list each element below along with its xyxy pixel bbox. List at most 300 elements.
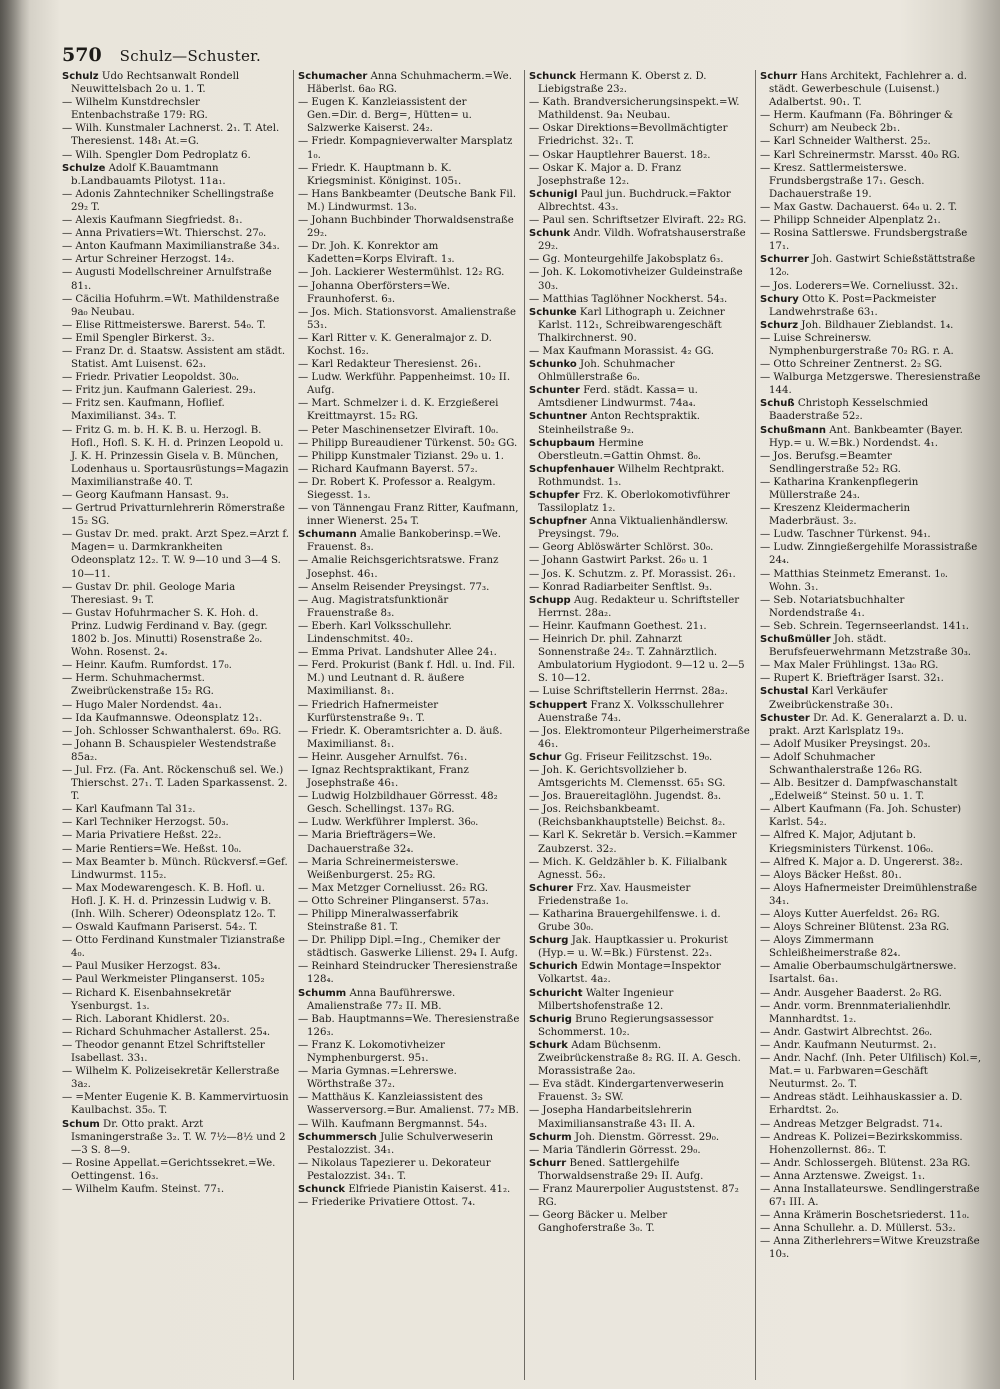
directory-entry [529, 803, 751, 829]
entry-text: Adam Büchsenm. Zweibrückenstraße 8₂ RG. II. A. Gesch. Morassistraße 2a₀. [538, 1039, 741, 1078]
entry-text: Hermine Oberstleutn.=Gattin Ohmst. 8₀. [538, 437, 702, 462]
directory-entry [760, 568, 982, 594]
entry-text: Julie Schulverweserin Pestalozzist. 34₁. [307, 1131, 494, 1156]
entry-text: — Emil Spengler Birkerst. 3₂. [62, 332, 215, 344]
directory-entry [529, 908, 751, 934]
directory-entry [529, 699, 751, 725]
entry-text: — Fritz jun. Kaufmann Galeriest. 29₃. [62, 385, 256, 397]
directory-entry [62, 528, 289, 580]
entry-text: — Otto Schreiner Plinganserst. 57a₃. [298, 895, 489, 907]
entry-text: — Max Gastw. Dachauerst. 64₀ u. 2. T. [760, 201, 958, 213]
directory-entry [529, 960, 751, 986]
entry-text: — Katharina Brauergehilfenswe. i. d. Grube 30₀. [529, 909, 721, 934]
entry-text: Wilhelm Rechtprakt. Rothmundst. 1₃. [538, 463, 725, 488]
entry-surname: Schurk [529, 1039, 568, 1051]
directory-entry [298, 1157, 520, 1183]
entry-text: — Max Maler Frühlingst. 13a₀ RG. [760, 660, 939, 672]
entry-text: — Nikolaus Tapezierer u. Dekorateur Pestalozzist. 34₁. T. [298, 1157, 491, 1182]
entry-text: Karl Verkäufer Zweibrückenstraße 30₁. [769, 686, 894, 711]
entry-text: — Wilhelm Kaufm. Steinst. 77₁. [62, 1183, 225, 1195]
entry-text: — Hugo Maler Nordendst. 4a₁. [62, 699, 222, 711]
directory-entry [298, 306, 520, 332]
entry-text: — Ludw. Werkführer Implerst. 36₀. [298, 817, 479, 829]
entry-text: — Friederike Privatiere Ottost. 7₄. [298, 1197, 476, 1209]
column-4 [755, 70, 986, 1380]
directory-entry [62, 1091, 289, 1117]
entry-text: — Philipp Kunstmaler Tizianst. 29₀ u. 1. [298, 450, 505, 462]
directory-entry [760, 803, 982, 829]
directory-entry [62, 266, 289, 292]
directory-entry [62, 122, 289, 148]
entry-surname: Schurich [529, 961, 578, 973]
entry-text: — Maria Briefträgers=We. Dachauerstraße 32₄. [298, 830, 436, 855]
directory-entry [760, 424, 982, 450]
entry-surname: Schurig [529, 1013, 572, 1025]
directory-entry [298, 1013, 520, 1039]
directory-entry [62, 816, 289, 829]
entry-text: — Seb. Schrein. Tegernseerlandst. 141₁. [760, 620, 970, 632]
directory-entry [298, 371, 520, 397]
entry-text: — Karl K. Sekretär b. Versich.=Kammer Zaubzerst. 32₂. [529, 830, 737, 855]
directory-entry [298, 856, 520, 882]
entry-text: — Andreas Metzger Belgradst. 71₄. [760, 1118, 943, 1130]
directory-entry [760, 1026, 982, 1039]
entry-text: Joh. Bildhauer Zieblandst. 1₄. [801, 319, 954, 331]
entry-text: — Georg Bäcker u. Melber Ganghoferstraße 3₀. T. [529, 1210, 668, 1235]
entry-text: — Albert Kaufmann (Fa. Joh. Schuster) Karlst. 54₂. [760, 804, 962, 829]
entry-text: — Andr. Schlossergeh. Blütenst. 23a RG. [760, 1157, 971, 1169]
entry-surname: Schurg [529, 935, 569, 947]
directory-entry [529, 384, 751, 410]
directory-entry [62, 489, 289, 502]
entry-text: Anna Schuhmacherm.=We. Häberlst. 6a₀ RG. [307, 71, 512, 96]
entry-text: — Jos. Mich. Stationsvorst. Amalienstraße 53₁. [298, 306, 517, 331]
directory-entry [529, 882, 751, 908]
directory-entry [298, 646, 520, 659]
directory-entry [529, 437, 751, 463]
directory-entry [298, 1065, 520, 1091]
entry-surname: Schuntner [529, 411, 588, 423]
entry-text: Franz X. Volksschullehrer Auenstraße 74₃. [538, 699, 724, 724]
directory-entry [62, 1026, 289, 1039]
entry-text: Andr. Vildh. Wofratshauserstraße 29₂. [538, 228, 746, 253]
directory-entry [760, 659, 982, 672]
directory-entry [62, 1065, 289, 1091]
directory-entry [760, 1091, 982, 1117]
entry-text: — Anna Installateurswe. Sendlingerstraße 67₁ III. A. [760, 1183, 980, 1209]
directory-entry [529, 1131, 751, 1144]
entry-text: — Georg Kaufmann Hansast. 9₃. [62, 490, 229, 501]
entry-text: — Herm. Schuhmachermst. Zweibrückenstraße 15₂ RG. [62, 673, 214, 698]
directory-columns [62, 70, 988, 1380]
directory-entry [760, 528, 982, 541]
entry-text: — Anna Zitherlehrers=Witwe Kreuzstraße 10₃. [760, 1236, 980, 1261]
entry-text: — Jul. Frz. (Fa. Ant. Röckenschuß sel. We.) Thierschst. 27₁. T. Laden Sparkassenst. 2. T. [62, 764, 288, 803]
directory-entry [760, 1157, 982, 1170]
directory-entry [529, 463, 751, 489]
directory-entry [760, 594, 982, 620]
entry-text: — Friedr. K. Oberamtsrichter a. D. äuß. Maximilianst. 8₁. [298, 725, 503, 750]
entry-text: Anna Bauführerswe. Amalienstraße 77₂ II. MB. [307, 987, 456, 1012]
entry-text: Frz. Xav. Hausmeister Friedenstraße 1₀. [538, 882, 691, 907]
entry-text: — Andr. Gastwirt Albrechtst. 26₀. [760, 1026, 933, 1038]
directory-entry [62, 973, 289, 986]
entry-text: — Bab. Hauptmanns=We. Theresienstraße 126₃. [298, 1013, 520, 1038]
entry-text: — Karl Techniker Herzogst. 50₃. [62, 817, 229, 829]
directory-entry [298, 725, 520, 751]
entry-text: — Jos. Loderers=We. Corneliusst. 32₁. [760, 280, 959, 292]
entry-text: — Georg Ablöswärter Schlörst. 30₀. [529, 542, 714, 554]
directory-entry [62, 960, 289, 973]
entry-text: — Oswald Kaufmann Pariserst. 54₂. T. [62, 922, 258, 934]
entry-surname: Schury [760, 293, 799, 305]
directory-entry [760, 856, 982, 869]
entry-text: — Theodor genannt Etzel Schriftsteller Isabellast. 33₁. [62, 1039, 265, 1065]
directory-entry [529, 306, 751, 345]
directory-entry [760, 358, 982, 371]
directory-entry [529, 620, 751, 633]
directory-entry [529, 149, 751, 162]
directory-entry [760, 332, 982, 358]
directory-entry [62, 1118, 289, 1157]
directory-entry [62, 699, 289, 712]
column-1 [62, 70, 293, 1380]
directory-entry [298, 829, 520, 855]
entry-text: — Wilh. Spengler Dom Pedroplatz 6. [62, 149, 251, 161]
entry-text: — Luise Schreinersw. Nymphenburgerstraße 70₂ RG. r. A. [760, 332, 954, 357]
directory-entry [760, 685, 982, 711]
directory-entry [298, 699, 520, 725]
directory-entry [62, 882, 289, 921]
entry-text: Joh. Gastwirt Schießstättstraße 12₀. [769, 254, 976, 279]
entry-text: — Anna Schullehr. a. D. Müllerst. 53₂. [760, 1223, 956, 1235]
entry-text: — Andr. Ausgeher Baaderst. 2₀ RG. [760, 987, 942, 999]
directory-entry [760, 502, 982, 528]
entry-surname: Schurr [760, 71, 798, 82]
directory-entry [529, 594, 751, 620]
directory-entry [298, 358, 520, 371]
directory-entry [760, 869, 982, 882]
entry-text: — Gertrud Privatturnlehrerin Römerstraße 15₂ SG. [62, 503, 285, 528]
entry-text: — Kreszenz Kleidermacherin Maderbräust. 3₂. [760, 503, 911, 528]
entry-text: Edwin Montage=Inspektor Volkartst. 4a₂. [538, 961, 721, 986]
entry-text: — Maria Schreinermeisterswe. Weißenburgerst. 25₂ RG. [298, 856, 459, 881]
entry-text: — Augusti Modellschreiner Arnulfstraße 81₁. [62, 267, 272, 292]
directory-entry [529, 96, 751, 122]
directory-entry [760, 633, 982, 659]
directory-entry [760, 1170, 982, 1183]
directory-entry [62, 712, 289, 725]
directory-entry [62, 424, 289, 489]
entry-surname: Schuß [760, 398, 795, 410]
directory-entry [298, 135, 520, 161]
entry-surname: Schum [62, 1118, 100, 1130]
directory-entry [298, 266, 520, 279]
entry-text: — Philipp Mineralwasserfabrik Steinstraße 81. T. [298, 909, 459, 934]
entry-text: — Karl Ritter v. K. Generalmajor z. D. Kochst. 16₂. [298, 332, 492, 357]
entry-surname: Schupbaum [529, 437, 595, 449]
directory-entry [298, 960, 520, 986]
entry-text: — Andreas städt. Leihhauskassier a. D. Erhardtst. 2₀. [760, 1092, 963, 1117]
entry-text: — Ferd. Prokurist (Bank f. Hdl. u. Ind. Fil. M.) und Leutnant d. R. äußere Maximilianst. 8₁. [298, 660, 516, 698]
entry-text: — Alb. Besitzer d. Dampfwaschanstalt „Edelweiß“ Steinst. 50 u. 1. T. [760, 778, 958, 803]
entry-surname: Schunko [529, 359, 577, 371]
directory-entry [62, 502, 289, 528]
directory-entry [62, 659, 289, 672]
directory-entry [62, 1183, 289, 1196]
entry-text: — Ignaz Rechtspraktikant, Franz Josephstraße 46₁. [298, 764, 469, 790]
entry-text: — Paul Werkmeister Plinganserst. 105₂ [62, 974, 265, 986]
directory-entry [760, 162, 982, 201]
entry-text: Amalie Bankoberinsp.=We. Frauenst. 8₃. [307, 529, 502, 554]
entry-text: — Max Beamter b. Münch. Rückversf.=Gef. Lindwurmst. 115₂. [62, 856, 288, 881]
directory-entry [62, 829, 289, 842]
entry-text: — Oskar Direktions=Bevollmächtigter Friedrichst. 32₁. T. [529, 123, 728, 148]
entry-text: — =Menter Eugenie K. B. Kammervirtuosin Kaulbachst. 35₀. T. [62, 1092, 289, 1117]
entry-text: — Richard K. Eisenbahnsekretär Ysenburgst. 1₃. [62, 987, 232, 1012]
entry-text: — Aloys Schreiner Blütenst. 23a RG. [760, 922, 950, 934]
entry-text: — Anselm Reisender Preysingst. 77₃. [298, 581, 490, 593]
directory-entry [529, 581, 751, 594]
directory-entry [529, 266, 751, 292]
directory-entry [62, 1039, 289, 1065]
directory-entry [298, 70, 520, 96]
directory-entry [529, 1144, 751, 1157]
entry-text: — Eugen K. Kanzleiassistent der Gen.=Dir. d. Berg=, Hütten= u. Salzwerke Kaiserst. 24₂. [298, 97, 472, 135]
entry-surname: Schunk [529, 228, 571, 240]
directory-entry [62, 803, 289, 816]
entry-text: — Eva städt. Kindergartenverweserin Frauenst. 3₂ SW. [529, 1079, 724, 1104]
entry-text: — Ludw. Werkführ. Pappenheimst. 10₂ II. Aufg. [298, 372, 511, 397]
entry-text: — Karl Kaufmann Tal 31₂. [62, 804, 196, 816]
entry-text: — Oskar Hauptlehrer Bauerst. 18₂. [529, 149, 711, 161]
entry-text: Karl Lithograph u. Zeichner Karlst. 112₁, Schreibwarengeschäft Thalkirchnerst. 90. [538, 306, 725, 344]
directory-entry [529, 70, 751, 96]
entry-text: Hermann K. Oberst z. D. Liebigstraße 23₂. [538, 71, 707, 96]
entry-surname: Schuricht [529, 987, 583, 999]
directory-entry [298, 659, 520, 698]
directory-entry [62, 581, 289, 607]
directory-entry [298, 554, 520, 580]
directory-entry [298, 502, 520, 528]
directory-entry [760, 1235, 982, 1261]
directory-entry [529, 515, 751, 541]
entry-surname: Schußmüller [760, 634, 831, 646]
entry-text: — Andr. vorm. Brennmaterialienhdlr. Mannhardtst. 1₂. [760, 1000, 951, 1025]
entry-text: — Seb. Notariatsbuchhalter Nordendstraße 4₁. [760, 594, 905, 619]
directory-entry [529, 188, 751, 214]
entry-text: Walter Ingenieur Milbertshofenstraße 12. [538, 987, 674, 1012]
entry-text: — Wilhelm Kunstdrechsler Entenbachstraße 179: RG. [62, 97, 208, 122]
entry-text: — Heinr. Kaufmann Goethest. 21₁. [529, 620, 707, 632]
entry-surname: Schummersch [298, 1131, 377, 1143]
directory-entry [760, 672, 982, 685]
directory-entry [62, 921, 289, 934]
entry-surname: Schurm [529, 1131, 572, 1143]
directory-entry [62, 384, 289, 397]
directory-entry [298, 476, 520, 502]
entry-text: — Aug. Magistratsfunktionär Frauenstraße 8₃. [298, 594, 449, 619]
directory-entry [529, 856, 751, 882]
entry-text: — Anna Arztenswe. Zweigst. 1₁. [760, 1170, 926, 1182]
directory-entry [760, 1052, 982, 1091]
directory-entry [529, 633, 751, 685]
directory-entry [298, 424, 520, 437]
entry-text: — Elise Rittmeisterswe. Barerst. 54₀. T. [62, 319, 266, 331]
entry-text: — Karl Schneider Waltherst. 25₂. [760, 136, 931, 148]
directory-entry [529, 934, 751, 960]
entry-text: Joh. Schuhmacher Ohlmüllerstraße 6₀. [538, 359, 675, 384]
entry-text: — Katharina Krankenpflegerin Müllerstraße 24₃. [760, 476, 919, 501]
entry-surname: Schunke [529, 306, 577, 318]
entry-text: — Anton Kaufmann Maximilianstraße 34₃. [62, 241, 280, 253]
entry-text: — Jos. K. Schutzm. z. Pf. Morassist. 26₁. [529, 568, 736, 580]
directory-entry [298, 1118, 520, 1131]
directory-entry [62, 253, 289, 266]
directory-entry [298, 751, 520, 764]
directory-entry [529, 1078, 751, 1104]
directory-entry [529, 790, 751, 803]
directory-entry [529, 1183, 751, 1209]
directory-entry [62, 764, 289, 803]
directory-entry [529, 1209, 751, 1235]
directory-entry [62, 1013, 289, 1026]
directory-entry [529, 764, 751, 790]
entry-text: — Alfred K. Major, Adjutant b. Kriegsministers Türkenst. 106₀. [760, 830, 934, 855]
entry-text: — Otto Ferdinand Kunstmaler Tizianstraße 4₀. [62, 935, 285, 960]
entry-text: — Heinrich Dr. phil. Zahnarzt Sonnenstraße 24₂. T. Zahnärztlich. Ambulatorium Hygiodont. 9—12 u. 2—5 S. 10—12. [529, 634, 745, 685]
entry-text: — Dr. Philipp Dipl.=Ing., Chemiker der städtisch. Gaswerke Lilienst. 29₄ I. Aufg. [298, 935, 518, 960]
directory-entry [62, 987, 289, 1013]
entry-text: — Herm. Kaufmann (Fa. Böhringer & Schurr) am Neubeck 2b₁. [760, 110, 953, 135]
entry-text: Joh. Dienstm. Görresst. 29₀. [574, 1131, 720, 1143]
directory-entry [62, 843, 289, 856]
entry-surname: Schunck [298, 1183, 346, 1195]
entry-text: — Paul sen. Schriftsetzer Elviraft. 22₂ RG. [529, 215, 747, 227]
directory-entry [298, 188, 520, 214]
entry-text: Bened. Sattlergehilfe Thorwaldsenstraße 29₁ II. Aufg. [538, 1157, 704, 1182]
directory-entry [62, 70, 289, 96]
directory-entry [760, 620, 982, 633]
directory-entry [529, 214, 751, 227]
directory-entry [760, 921, 982, 934]
entry-text: — Anna Privatiers=Wt. Thierschst. 27₀. [62, 228, 267, 240]
directory-entry [298, 162, 520, 188]
entry-text: — Karl Schreinermstr. Marsst. 40₀ RG. [760, 149, 960, 161]
entry-text: — Johann Gastwirt Parkst. 26₀ u. 1 [529, 555, 709, 567]
directory-entry [62, 1157, 289, 1183]
entry-surname: Schumacher [298, 71, 368, 82]
directory-entry [760, 1209, 982, 1222]
entry-text: — Josepha Handarbeitslehrerin Maximiliansanstraße 43₁ II. A. [529, 1105, 696, 1130]
directory-entry [62, 332, 289, 345]
entry-text: Joh. städt. Berufsfeuerwehrmann Metzstraße 30₃. [769, 634, 972, 659]
directory-entry [298, 1131, 520, 1157]
directory-entry [760, 214, 982, 227]
entry-text: — Mart. Schmelzer i. d. K. Erzgießerei Kreittmayrst. 15₂ RG. [298, 398, 499, 423]
directory-entry [760, 109, 982, 135]
directory-entry [529, 829, 751, 855]
directory-entry [529, 410, 751, 436]
entry-text: Paul jun. Buchdruck.=Faktor Albrechtst. 43₃. [538, 188, 731, 213]
entry-surname: Schustal [760, 686, 809, 698]
directory-entry [760, 135, 982, 148]
entry-text: Elfriede Pianistin Kaiserst. 41₂. [348, 1183, 511, 1195]
directory-entry [760, 1131, 982, 1157]
directory-entry [529, 227, 751, 253]
entry-text: — Franz Maurerpolier Auguststenst. 87₂ RG. [529, 1183, 739, 1209]
entry-surname: Schumann [298, 529, 357, 541]
entry-text: — Artur Schreiner Herzogst. 14₂. [62, 254, 235, 266]
entry-text: — Eberh. Karl Volksschullehr. Lindenschmitst. 40₂. [298, 620, 452, 646]
directory-entry [760, 280, 982, 293]
entry-surname: Schuster [760, 712, 810, 724]
entry-text: — Friedr. Privatier Leopoldst. 30₀. [62, 372, 240, 384]
book-gutter-shadow [0, 0, 30, 1389]
entry-text: — Amalie Oberbaumschulgärtnerswe. Isartalst. 6a₁. [760, 961, 957, 986]
entry-text: — Paul Musiker Herzogst. 83₄. [62, 961, 221, 973]
directory-entry [298, 240, 520, 266]
entry-text: — Kath. Brandversicherungsinspekt.=W. Mathildenst. 9a₁ Neubau. [529, 97, 740, 122]
entry-text: — Adolf Schuhmacher Schwanthalerstraße 126₀ RG. [760, 751, 923, 776]
directory-entry [62, 738, 289, 764]
entry-text: — Maria Privatiere Heßst. 22₂. [62, 830, 222, 842]
entry-text: — Marie Rentiers=We. Heßst. 10₀. [62, 843, 242, 855]
directory-entry [529, 358, 751, 384]
entry-surname: Schurz [760, 319, 799, 331]
directory-entry [760, 1039, 982, 1052]
entry-text: — Rosina Sattlerswe. Frundsbergstraße 17₁. [760, 228, 968, 253]
directory-entry [298, 620, 520, 646]
entry-surname: Schunigl [529, 188, 578, 200]
entry-text: Frz. K. Oberlokomotivführer Tassiloplatz 1₂. [538, 490, 730, 515]
entry-text: — Wilh. Kunstmaler Lachnerst. 2₁. T. Atel. Theresienst. 148₁ At.=G. [62, 123, 280, 148]
entry-text: — Johann Buchbinder Thorwaldsenstraße 29₂. [298, 215, 514, 240]
directory-entry [760, 1118, 982, 1131]
directory-entry [298, 987, 520, 1013]
entry-text: — Friedr. Kompagnieverwalter Marsplatz 1₀. [298, 136, 513, 161]
directory-entry [529, 1013, 751, 1039]
entry-text: — Mich. K. Geldzähler b. K. Filialbank Agnesst. 56₂. [529, 856, 727, 881]
entry-text: — Heinr. Kaufm. Rumfordst. 17₀. [62, 660, 232, 672]
entry-text: — Andr. Kaufmann Neuturmst. 2₁. [760, 1039, 937, 1051]
entry-text: — Alexis Kaufmann Siegfriedst. 8₁. [62, 215, 243, 227]
directory-entry [298, 895, 520, 908]
directory-entry [62, 934, 289, 960]
directory-entry [298, 96, 520, 135]
entry-text: — Friedr. K. Hauptmann b. K. Kriegsminist. Königinst. 105₁. [298, 162, 462, 187]
entry-text: — Joh. Lackierer Westermühlst. 12₂ RG. [298, 267, 505, 279]
entry-text: — Aloys Kutter Auerfeldst. 26₂ RG. [760, 909, 940, 920]
entry-text: — Richard Kaufmann Bayerst. 57₂. [298, 463, 478, 475]
entry-text: — Gustav Hofuhrmacher S. K. Hoh. d. Prinz. Ludwig Ferdinand v. Bay. (gegr. 1802 b. Jos. Minutti) Rosenstraße 2₀. Wohn. Rosenst. 2₄. [62, 607, 268, 659]
directory-entry [760, 751, 982, 777]
directory-entry [529, 1157, 751, 1183]
column-2 [293, 70, 524, 1380]
directory-entry [298, 1091, 520, 1117]
entry-text: — Philipp Schneider Alpenplatz 2₁. [760, 215, 941, 227]
entry-text: — Ludw. Taschner Türkenst. 94₁. [760, 529, 931, 541]
entry-text: Christoph Kesselschmied Baaderstraße 52₂. [769, 398, 929, 423]
entry-text: — Aloys Zimmermann Schleißheimerstraße 82₄. [760, 935, 901, 960]
entry-text: Ant. Bankbeamter (Bayer. Hyp.= u. W.=Bk.) Nordendst. 4₁. [769, 424, 963, 449]
directory-entry [760, 371, 982, 397]
entry-text: — Fritz G. m. b. H. K. B. u. Herzogl. B. Hofl., Hofl. S. K. H. d. Prinzen Leopold u. J. K. H. Prinzessin Gisela v. B. München, Lodenhaus u. Sportausrüstungs=Magazin Maximilianstraße 40. T. [62, 424, 289, 488]
directory-entry [298, 450, 520, 463]
entry-text: Gg. Friseur Feilitzschst. 19₀. [564, 751, 713, 763]
entry-text: — Johanna Oberförsters=We. Fraunhoferst. 6₃. [298, 280, 451, 305]
entry-text: — Rosine Appellat.=Gerichtssekret.=We. Oettingenst. 16₃. [62, 1157, 276, 1182]
